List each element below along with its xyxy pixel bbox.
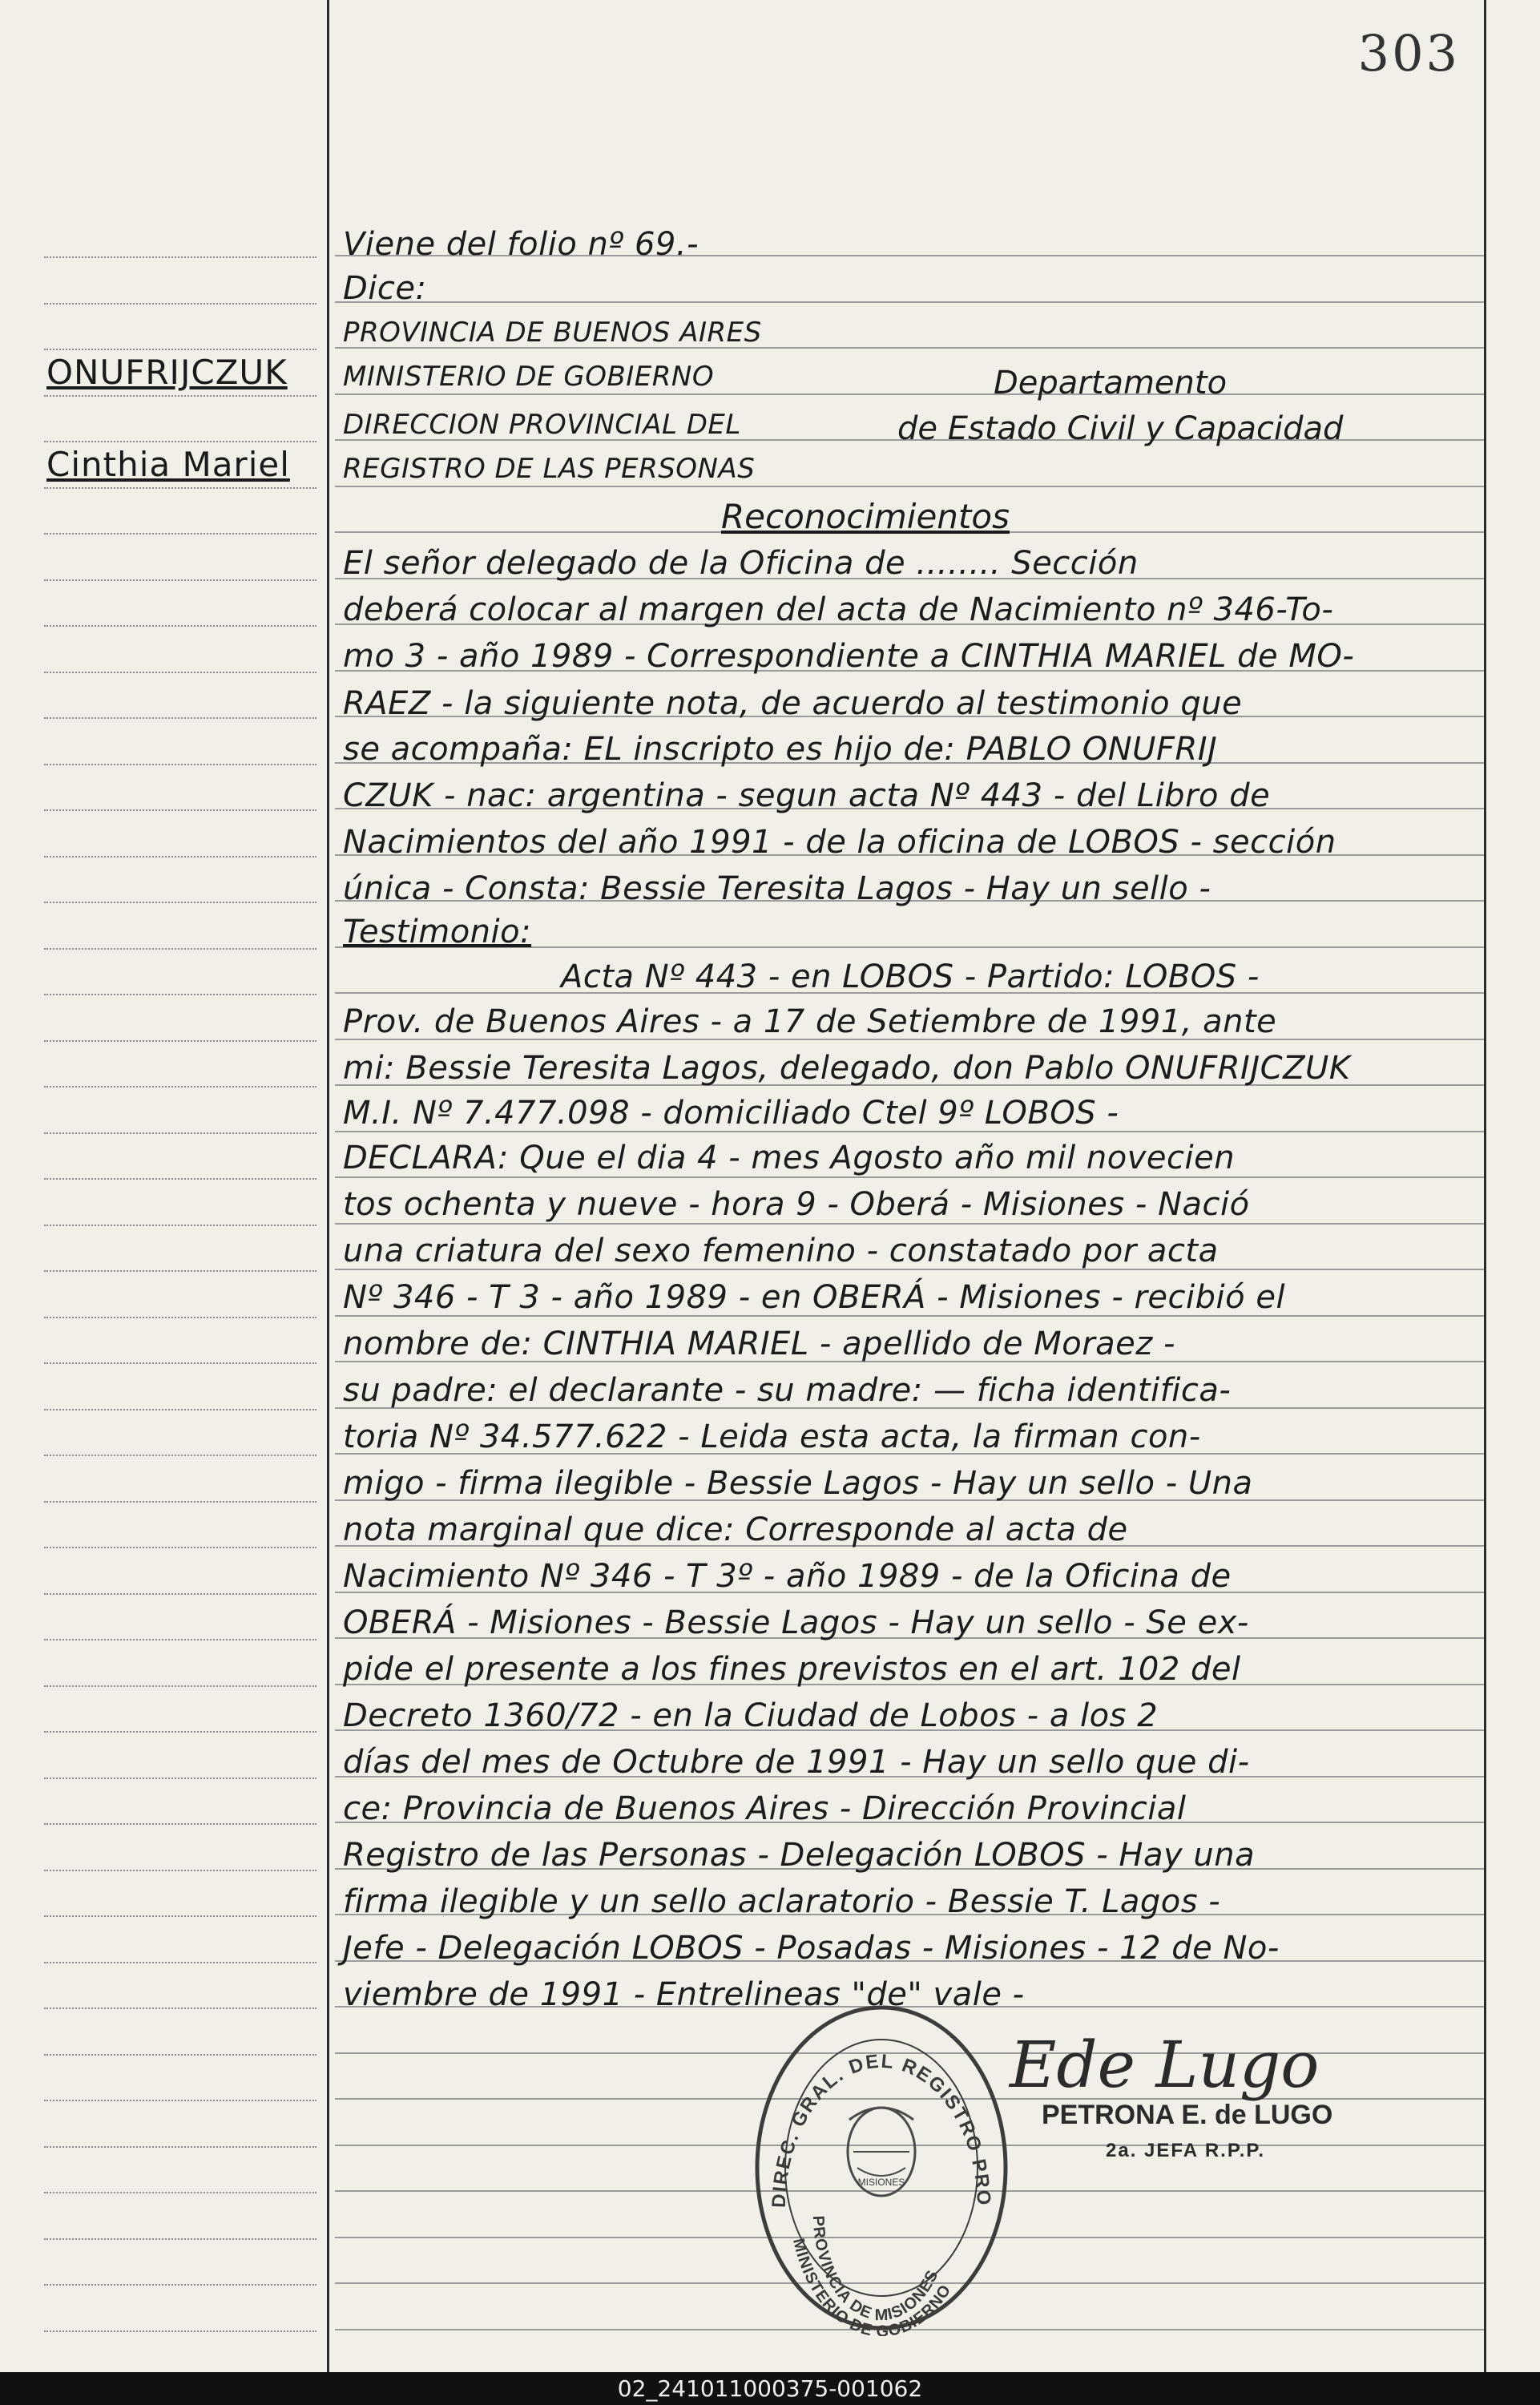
dotted-guide-line: [44, 579, 316, 581]
body-line: una criatura del sexo femenino - constatado por acta: [343, 1233, 1219, 1269]
dotted-guide-line: [44, 1639, 316, 1640]
dotted-guide-line: [44, 2192, 316, 2193]
dotted-guide-line: [44, 2330, 316, 2332]
body-line: Nº 346 - T 3 - año 1989 - en OBERÁ - Misiones - recibió el: [343, 1279, 1286, 1316]
signatory-title: 2a. JEFA R.P.P.: [1106, 2140, 1265, 2161]
dotted-guide-line: [44, 1593, 316, 1595]
body-line: Decreto 1360/72 - en la Ciudad de Lobos - a los 2: [343, 1697, 1159, 1734]
dotted-guide-line: [44, 1870, 316, 1871]
ruled-line: [335, 1223, 1484, 1225]
dotted-guide-line: [44, 717, 316, 719]
body-line: toria Nº 34.577.622 - Leida esta acta, la firman con-: [343, 1418, 1201, 1455]
dotted-guide-line: [44, 1040, 316, 1042]
margin-divider-line: [327, 0, 329, 2372]
stamp-bottom-text: MINISTERIO DE GOBIERNO: [788, 2236, 955, 2336]
body-line: días del mes de Octubre de 1991 - Hay un sello que di-: [343, 1744, 1250, 1781]
dotted-guide-line: [44, 395, 316, 397]
folio-number: 303: [1357, 24, 1460, 83]
dotted-guide-line: [44, 1178, 316, 1180]
margin-surname: ONUFRIJCZUK: [46, 353, 288, 392]
dotted-guide-line: [44, 1962, 316, 1963]
dotted-guide-line: [44, 1362, 316, 1364]
line-ministerio: MINISTERIO DE GOBIERNO: [343, 361, 715, 393]
body-line: OBERÁ - Misiones - Bessie Lagos - Hay un sello - Se ex-: [343, 1604, 1249, 1641]
margin-given-names: Cinthia Mariel: [46, 445, 290, 484]
dotted-guide-line: [44, 2100, 316, 2101]
dotted-guide-line: [44, 1455, 316, 1456]
dotted-guide-line: [44, 764, 316, 765]
dotted-guide-line: [44, 948, 316, 950]
body-line: RAEZ - la siguiente nota, de acuerdo al testimonio que: [343, 685, 1243, 722]
body-line: única - Consta: Bessie Teresita Lagos - Hay un sello -: [343, 870, 1211, 907]
dotted-guide-line: [44, 1547, 316, 1548]
line-registro: REGISTRO DE LAS PERSONAS: [343, 453, 756, 485]
dotted-guide-line: [44, 2284, 316, 2286]
official-seal-stamp: [749, 1999, 1014, 2336]
body-line: nota marginal que dice: Corresponde al acta de: [343, 1511, 1128, 1548]
signature-scrawl: Ede Lugo: [1010, 2028, 1320, 2102]
body-line: El señor delegado de la Oficina de ........ Sección: [343, 545, 1139, 582]
testimonio-heading: Testimonio:: [343, 914, 532, 950]
dotted-guide-line: [44, 303, 316, 305]
dotted-guide-line: [44, 1731, 316, 1733]
image-footer-bar: [0, 2372, 1540, 2405]
signatory-name: PETRONA E. de LUGO: [1042, 2100, 1333, 2130]
body-line: ce: Provincia de Buenos Aires - Dirección Provincial: [343, 1790, 1187, 1827]
ruled-line: [335, 486, 1484, 487]
line-viene-del-folio: Viene del folio nº 69.-: [343, 226, 699, 263]
stamp-inner-text: PROVINCIA DE MISIONES: [808, 2215, 942, 2325]
body-line: firma ilegible y un sello aclaratorio - Bessie T. Lagos -: [343, 1883, 1221, 1920]
line-provincia: PROVINCIA DE BUENOS AIRES: [343, 317, 762, 349]
body-line: Nacimientos del año 1991 - de la oficina de LOBOS - sección: [343, 824, 1336, 861]
dotted-guide-line: [44, 672, 316, 673]
body-line: DECLARA: Que el dia 4 - mes Agosto año mil novecien: [343, 1140, 1236, 1176]
dotted-guide-line: [44, 1778, 316, 1779]
body-line: Registro de las Personas - Delegación LOBOS - Hay una: [343, 1837, 1256, 1874]
dotted-guide-line: [44, 809, 316, 811]
dotted-guide-line: [44, 1501, 316, 1503]
body-line: se acompaña: EL inscripto es hijo de: PABLO ONUFRIJ: [343, 731, 1218, 768]
dotted-guide-line: [44, 1409, 316, 1410]
body-line: Acta Nº 443 - en LOBOS - Partido: LOBOS -: [561, 958, 1260, 995]
body-line: Jefe - Delegación LOBOS - Posadas - Misiones - 12 de No-: [343, 1930, 1280, 1967]
dotted-guide-line: [44, 533, 316, 535]
dotted-guide-line: [44, 625, 316, 627]
heading-reconocimientos: Reconocimientos: [721, 497, 1010, 536]
body-line: Prov. de Buenos Aires - a 17 de Setiembre de 1991, ante: [343, 1003, 1277, 1040]
dotted-guide-line: [44, 349, 316, 350]
body-line: nombre de: CINTHIA MARIEL - apellido de Moraez -: [343, 1326, 1175, 1362]
body-line: viembre de 1991 - Entrelineas "de" vale -: [343, 1976, 1025, 2013]
right-border-line: [1484, 0, 1486, 2372]
body-line: su padre: el declarante - su madre: — ficha identifica-: [343, 1372, 1232, 1409]
body-line: Nacimiento Nº 346 - T 3º - año 1989 - de la Oficina de: [343, 1558, 1232, 1595]
department-line-2: de Estado Civil y Capacidad: [897, 410, 1344, 447]
dotted-guide-line: [44, 1915, 316, 1917]
ruled-line: [335, 1176, 1484, 1178]
dotted-guide-line: [44, 2238, 316, 2240]
dotted-guide-line: [44, 2008, 316, 2009]
dotted-guide-line: [44, 1225, 316, 1226]
ruled-line: [335, 301, 1484, 303]
dotted-guide-line: [44, 2146, 316, 2148]
body-line: M.I. Nº 7.477.098 - domiciliado Ctel 9º LOBOS -: [343, 1095, 1119, 1132]
dotted-guide-line: [44, 487, 316, 489]
dotted-guide-line: [44, 2054, 316, 2056]
body-line: migo - firma ilegible - Bessie Lagos - Hay un sello - Una: [343, 1465, 1253, 1502]
dotted-guide-line: [44, 256, 316, 258]
dotted-guide-line: [44, 441, 316, 442]
body-line: mo 3 - año 1989 - Correspondiente a CINTHIA MARIEL de MO-: [343, 638, 1355, 675]
department-line-1: Departamento: [994, 365, 1228, 402]
line-dice: Dice:: [343, 270, 427, 307]
dotted-guide-line: [44, 902, 316, 903]
dotted-guide-line: [44, 1685, 316, 1687]
line-direccion: DIRECCION PROVINCIAL DEL: [343, 409, 741, 441]
stamp-outer-text: DIREC. GRAL. DEL REGISTRO PRO: [768, 2050, 995, 2209]
dotted-guide-line: [44, 994, 316, 995]
dotted-guide-line: [44, 1317, 316, 1318]
body-line: pide el presente a los fines previstos en el art. 102 del: [343, 1651, 1241, 1688]
stamp-center-text: MISIONES: [857, 2177, 905, 2188]
dotted-guide-line: [44, 856, 316, 857]
body-line: CZUK - nac: argentina - segun acta Nº 443 - del Libro de: [343, 777, 1271, 814]
dotted-guide-line: [44, 1823, 316, 1825]
body-line: tos ochenta y nueve - hora 9 - Oberá - Misiones - Nació: [343, 1186, 1250, 1223]
dotted-guide-line: [44, 1132, 316, 1134]
dotted-guide-line: [44, 1270, 316, 1272]
image-id-label: 02_241011000375-001062: [617, 2375, 923, 2402]
dotted-guide-line: [44, 1086, 316, 1087]
ruled-line: [335, 393, 1484, 395]
body-line: deberá colocar al margen del acta de Nacimiento nº 346-To-: [343, 591, 1334, 628]
body-line: mi: Bessie Teresita Lagos, delegado, don Pablo ONUFRIJCZUK: [343, 1050, 1351, 1087]
